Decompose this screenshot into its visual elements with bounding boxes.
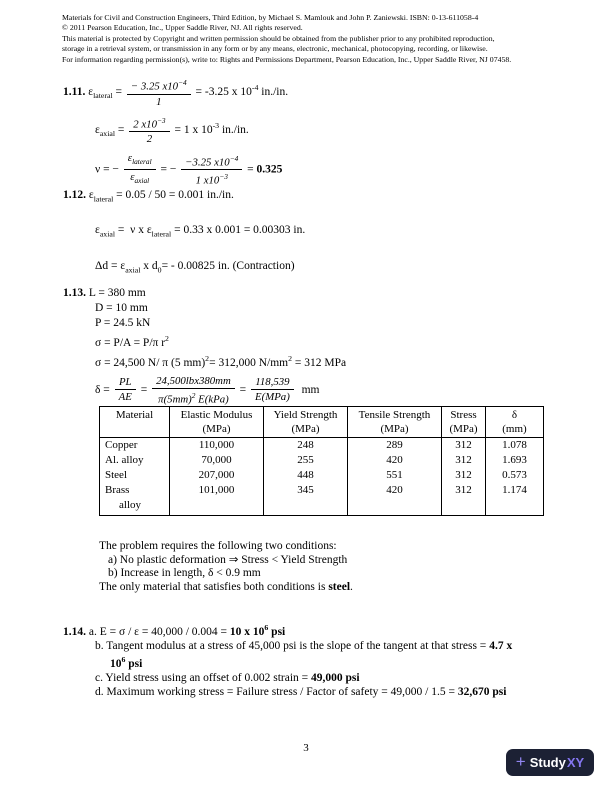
eq-unit: in./in. <box>258 85 289 98</box>
eq-subscript: axial <box>125 264 141 274</box>
eq-superscript: 2 <box>288 353 292 363</box>
eq-term: E(MPa) <box>251 389 294 404</box>
equation-lateral-strain <box>63 76 288 109</box>
answer-line-b <box>63 639 554 653</box>
fraction <box>115 375 136 404</box>
eq-subscript: lateral <box>93 91 113 101</box>
copyright-line: storage in a retrieval system, or transmission in any form or by any means, electronic, mechanical, photocopying, recording, or likewise. <box>62 44 488 54</box>
eq-term: = <box>115 123 128 136</box>
cell-value: 101,000 <box>170 483 264 516</box>
eq-superscript: −3 <box>219 172 228 182</box>
eq-term: = 0.33 x 0.001 = 0.00303 in. <box>171 224 306 237</box>
eq-term: = -3.25 x 10 <box>192 85 252 98</box>
eq-term: x d <box>140 259 158 272</box>
eq-term: L = 380 mm <box>86 287 146 299</box>
eq-term: δ = <box>95 383 113 396</box>
fraction <box>251 375 294 404</box>
equation-line <box>95 331 346 351</box>
col-header-deflection: δ (mm) <box>486 407 544 438</box>
cell-material: Al. alloy <box>100 453 170 468</box>
problem-number: 1.13. <box>63 287 86 299</box>
cell-value: 312 <box>442 453 486 468</box>
eq-term: 118,539 <box>255 376 290 389</box>
eq-term: ε <box>86 189 94 201</box>
eq-term: b. Tangent modulus at a stress of 45,000 psi is the slope of the tangent at that stress = <box>95 639 490 652</box>
eq-term: σ = 24,500 N/ π (5 mm) <box>95 356 206 369</box>
materials-table <box>99 406 544 516</box>
cell-value: 1.078 <box>486 438 544 454</box>
eq-term: σ = P/A = P/π r <box>95 336 166 349</box>
condition-a: a) No plastic deformation ⇒ Stress < Yield Strength <box>108 553 348 566</box>
equation-deflection <box>95 374 346 407</box>
eq-superscript: 2 <box>165 334 169 343</box>
eq-result: 10 x 10 <box>229 625 265 638</box>
eq-result: 0.325 <box>256 163 283 176</box>
eq-term: ε <box>85 85 94 98</box>
given-line: P = 24.5 kN <box>95 317 151 329</box>
page-number: 3 <box>303 742 309 754</box>
eq-term: = 1 x 10 <box>171 123 213 136</box>
logo-text-xy: XY <box>566 755 585 770</box>
problem-1-13 <box>63 286 346 411</box>
eq-term: ε <box>130 171 135 184</box>
eq-unit: in./in. <box>219 123 249 136</box>
copyright-line: Materials for Civil and Construction Engineers, Third Edition, by Michael S. Mamlouk and John P. Zaniewski. ISBN: 0-13-611058-4 <box>62 13 479 22</box>
eq-term: a. E = σ / ε = 40,000 / 0.004 = <box>86 625 230 638</box>
eq-term: d. Maximum working stress = Failure stress / Factor of safety = 49,000 / 1.5 = <box>95 685 458 698</box>
condition-b: b) Increase in length, δ < 0.9 mm <box>108 567 261 580</box>
eq-term: = 312 MPa <box>292 356 347 369</box>
fraction <box>181 152 242 188</box>
eq-term: AE <box>115 389 136 404</box>
given-line: D = 10 mm <box>95 302 148 314</box>
cell-value: 289 <box>348 438 442 454</box>
conclusion-text: . <box>350 580 353 593</box>
answer-line-d <box>63 685 554 699</box>
eq-superscript: 2 <box>191 390 196 400</box>
cell-value: 448 <box>264 468 348 483</box>
cell-value: 110,000 <box>170 438 264 454</box>
eq-term: E(kPa) <box>195 393 229 406</box>
logo-text-study: Study <box>529 755 566 770</box>
cell-value: 0.573 <box>486 468 544 483</box>
fraction <box>124 151 156 188</box>
answer-line-c <box>63 671 554 685</box>
answer-line-b-continued <box>63 653 554 671</box>
eq-term: ν = − <box>95 163 122 176</box>
cell-value: 1.174 <box>486 483 544 516</box>
col-header-elastic-modulus: Elastic Modulus (MPa) <box>170 407 264 438</box>
eq-term: π(5mm) <box>158 393 192 406</box>
copyright-line: For information regarding permission(s), write to: Rights and Permissions Department, Pearson Education, Inc., Upper Saddle River, NJ 07458. <box>62 54 512 64</box>
table-row <box>100 483 544 516</box>
eq-subscript: 0 <box>157 264 162 274</box>
copyright-line: This material is protected by Copyright and written permission should be obtained from the publisher prior to any prohibited reproduction, <box>62 33 495 43</box>
eq-superscript: -3 <box>212 120 220 130</box>
col-header-material: Material <box>100 407 170 438</box>
eq-subscript: lateral <box>93 194 114 204</box>
cell-value: 312 <box>442 438 486 454</box>
studyxy-logo <box>506 749 594 776</box>
cell-value: 207,000 <box>170 468 264 483</box>
plus-icon: + <box>515 752 526 771</box>
col-header-yield-strength: Yield Strength (MPa) <box>264 407 348 438</box>
fraction <box>129 114 169 147</box>
eq-term: = <box>112 85 125 98</box>
eq-superscript: 6 <box>121 654 126 664</box>
problem-1-14 <box>63 621 554 699</box>
cell-value: 255 <box>264 453 348 468</box>
problem-1-13-conclusion <box>99 540 353 594</box>
eq-term: ε <box>95 224 100 237</box>
eq-term: c. Yield stress using an offset of 0.002 strain = <box>95 671 312 684</box>
conditions-intro: The problem requires the following two conditions: <box>99 540 337 552</box>
eq-term: 1 <box>127 94 191 109</box>
given-line <box>63 286 346 301</box>
problem-number: 1.11. <box>63 85 86 98</box>
conclusion-text: The only material that satisfies both conditions is <box>99 580 329 593</box>
copyright-line: © 2011 Pearson Education, Inc., Upper Saddle River, NJ. All rights reserved. <box>62 23 303 33</box>
conclusion-answer: steel <box>328 580 351 593</box>
cell-value: 420 <box>348 483 442 516</box>
eq-term: PL <box>118 376 132 389</box>
eq-result: psi <box>125 657 143 670</box>
eq-term: − 3.25 x10 <box>130 80 179 93</box>
eq-superscript: −3 <box>156 115 166 125</box>
cell-value: 248 <box>264 438 348 454</box>
eq-subscript: axial <box>99 128 116 138</box>
cell-value: 420 <box>348 453 442 468</box>
eq-superscript: −4 <box>178 78 187 87</box>
cell-value: 70,000 <box>170 453 264 468</box>
eq-term: ε <box>127 152 133 165</box>
eq-term: Δd = ε <box>95 259 126 272</box>
equation-line <box>63 188 305 206</box>
col-header-stress: Stress (MPa) <box>442 407 486 438</box>
cell-value: 551 <box>348 468 442 483</box>
col-header-tensile-strength: Tensile Strength (MPa) <box>348 407 442 438</box>
eq-subscript: axial <box>99 229 116 239</box>
cell-material: Steel <box>100 468 170 483</box>
eq-result: 4.7 x <box>489 639 513 652</box>
cell-value: 312 <box>442 468 486 483</box>
eq-term: = 312,000 N/mm <box>209 356 289 369</box>
copyright-header <box>62 13 572 65</box>
conclusion-line <box>99 581 353 595</box>
eq-term: 2 x10 <box>133 118 157 131</box>
problem-number: 1.12. <box>63 189 86 201</box>
fraction <box>152 374 235 407</box>
equation-line <box>95 223 305 241</box>
cell-material: Copper <box>100 438 170 454</box>
equation-axial-strain <box>95 114 288 147</box>
eq-term: = <box>137 383 151 396</box>
eq-result: psi <box>268 625 286 638</box>
eq-superscript: -4 <box>251 83 259 93</box>
cell-value: 312 <box>442 483 486 516</box>
eq-result: 32,670 psi <box>457 685 507 698</box>
eq-term: 24,500lbx380mm <box>156 374 231 387</box>
cell-value: 345 <box>264 483 348 516</box>
eq-term: = <box>236 383 250 396</box>
fraction <box>127 76 191 109</box>
eq-subscript: axial <box>134 176 150 186</box>
problem-number: 1.14. <box>63 625 86 638</box>
eq-term: = ν x ε <box>115 224 152 237</box>
eq-superscript: 2 <box>205 353 210 363</box>
answer-line-a <box>63 621 554 639</box>
eq-term: 1 x10 <box>195 174 220 187</box>
problem-1-12 <box>63 188 305 294</box>
eq-superscript: −4 <box>229 153 239 163</box>
problem-1-11 <box>63 76 288 194</box>
eq-term: = 0.05 / 50 = 0.001 in./in. <box>113 189 234 201</box>
eq-term: −3.25 x10 <box>185 156 230 169</box>
cell-value: 1.693 <box>486 453 544 468</box>
eq-result: 10 <box>110 657 122 670</box>
eq-unit: mm <box>295 383 320 396</box>
eq-term: ε <box>95 123 100 136</box>
cell-material: Brass alloy <box>100 483 170 516</box>
eq-term: = - 0.00825 in. (Contraction) <box>161 259 295 272</box>
eq-subscript: lateral <box>151 229 172 239</box>
table-header-row <box>100 407 544 438</box>
equation-line <box>95 351 346 371</box>
eq-term: 2 <box>129 131 169 146</box>
table-row <box>100 438 544 454</box>
table-row <box>100 453 544 468</box>
equation-line <box>95 259 305 277</box>
eq-superscript: 6 <box>264 623 269 632</box>
eq-term: = <box>244 163 257 176</box>
equation-poissons-ratio <box>95 151 288 188</box>
eq-term: = − <box>157 163 180 176</box>
eq-result: 49,000 psi <box>311 671 360 684</box>
table-row <box>100 468 544 483</box>
eq-subscript: lateral <box>132 157 152 167</box>
